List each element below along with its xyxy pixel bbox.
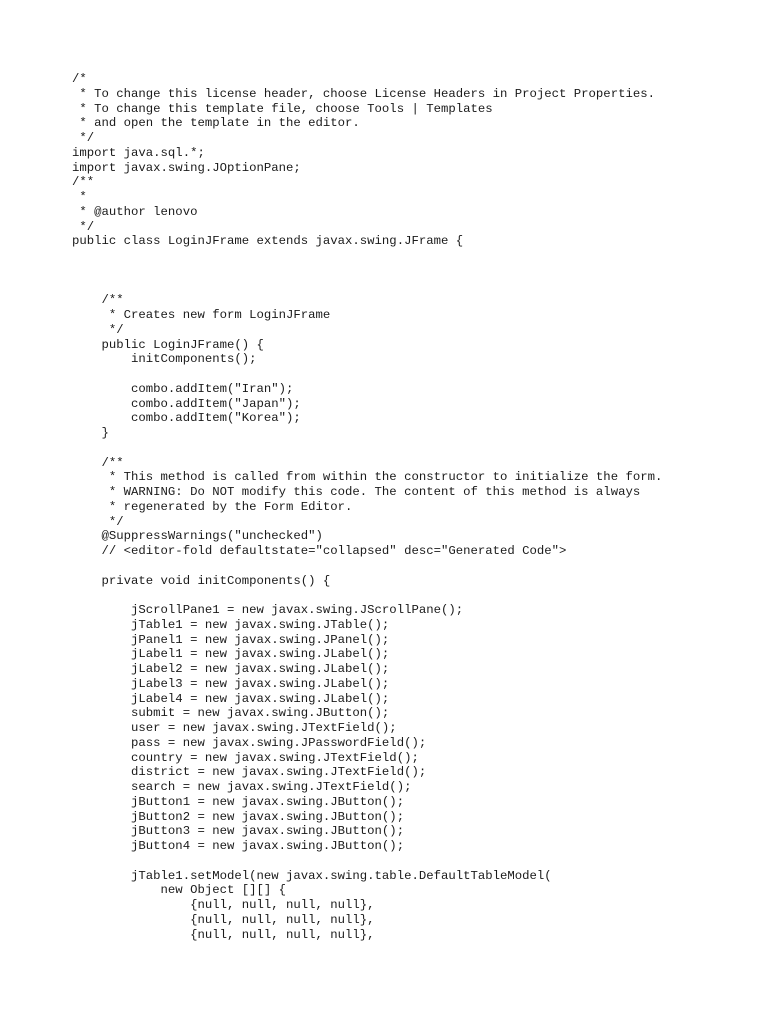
code-line: * To change this license header, choose License Headers in Project Properties. [72,86,655,101]
code-line: */ [72,131,95,145]
code-line: jButton3 = new javax.swing.JButton(); [72,824,405,839]
code-line: /** [72,175,95,190]
code-line: jLabel2 = new javax.swing.JLabel(); [72,662,390,676]
code-line [72,559,752,574]
code-line: jButton2 = new javax.swing.JButton(); [72,809,405,824]
code-line: {null, null, null, null}, [72,927,375,942]
code-line: combo.addItem("Iran"); [72,381,294,396]
code-line: {null, null, null, null}, [72,898,375,912]
code-line: * WARNING: Do NOT modify this code. The content of this method is always [72,485,641,499]
code-line: pass = new javax.swing.JPasswordField(); [72,735,427,750]
code-line: new Object [][] { [72,883,287,898]
code-line: {null, null, null, null}, [72,912,375,927]
code-line: jLabel3 = new javax.swing.JLabel(); [72,676,390,691]
code-line [72,367,752,382]
code-line: submit = new javax.swing.JButton(); [72,706,390,721]
code-line: initComponents(); [72,352,257,367]
code-line: } [72,426,109,440]
code-line: jButton1 = new javax.swing.JButton(); [72,794,405,809]
code-line: country = new javax.swing.JTextField(); [72,750,419,765]
code-line [72,854,752,869]
code-line: /** [72,455,124,470]
code-line: * This method is called from within the constructor to initialize the form. [72,470,663,485]
code-line [72,264,752,279]
code-line: jLabel1 = new javax.swing.JLabel(); [72,647,390,662]
code-line: private void initComponents() { [72,573,331,588]
code-line [72,279,752,294]
code-line: @SuppressWarnings("unchecked") [72,529,323,544]
code-line: search = new javax.swing.JTextField(); [72,780,412,794]
code-line: jTable1 = new javax.swing.JTable(); [72,617,390,632]
code-line: // <editor-fold defaultstate="collapsed" desc="Generated Code"> [72,544,567,558]
code-line [72,441,752,456]
code-line: district = new javax.swing.JTextField(); [72,765,427,780]
code-line: * To change this template file, choose Tools | Templates [72,101,493,116]
code-line: public LoginJFrame() { [72,337,264,352]
code-line: */ [72,322,124,337]
code-line: import java.sql.*; [72,145,205,160]
code-line: jScrollPane1 = new javax.swing.JScrollPane(); [72,603,464,617]
code-line: combo.addItem("Korea"); [72,411,301,426]
code-line: jTable1.setModel(new javax.swing.table.DefaultTableModel( [72,868,552,883]
code-line: * @author lenovo [72,204,198,219]
code-line: * [72,190,87,204]
code-line: jButton4 = new javax.swing.JButton(); [72,839,405,853]
code-line: combo.addItem("Japan"); [72,396,301,411]
code-line [72,588,752,603]
code-line: */ [72,219,95,234]
code-line: import javax.swing.JOptionPane; [72,160,301,175]
code-line: jPanel1 = new javax.swing.JPanel(); [72,632,390,647]
code-page [72,72,752,942]
code-line [72,249,752,264]
code-line: * and open the template in the editor. [72,116,360,131]
code-line: /* [72,72,87,86]
code-line: /** [72,293,124,308]
code-line: * regenerated by the Form Editor. [72,499,353,514]
code-line: */ [72,514,124,529]
code-line: jLabel4 = new javax.swing.JLabel(); [72,691,390,706]
code-line: user = new javax.swing.JTextField(); [72,721,397,735]
code-line: * Creates new form LoginJFrame [72,308,331,322]
code-line: public class LoginJFrame extends javax.swing.JFrame { [72,234,464,249]
